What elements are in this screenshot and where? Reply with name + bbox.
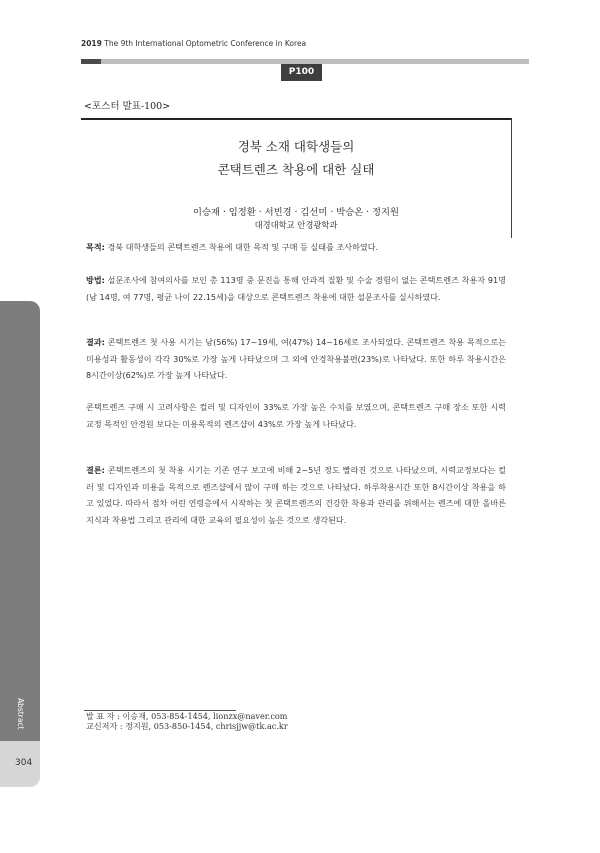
footnote-presenter: 발 표 자 : 이승재, 053-854-1454, lionzx@naver.com (86, 711, 288, 721)
title-line-2: 콘택트렌즈 착용에 대한 실태 (217, 162, 375, 177)
title-line-1: 경북 소재 대학생들의 (237, 139, 355, 154)
purpose-text: 경북 대학생들의 콘택트렌즈 착용에 대한 목적 및 구매 등 실태를 조사하였다. (104, 242, 379, 252)
page-number: 304 (15, 758, 33, 768)
purpose-paragraph (86, 239, 506, 256)
result-label: 결과: (86, 337, 105, 347)
result-paragraph (86, 334, 506, 384)
method-paragraph (86, 272, 506, 305)
conclusion-paragraph (86, 462, 506, 528)
affiliation: 대경대학교 안경광학과 (254, 220, 338, 230)
poster-number-badge: P100 (281, 64, 322, 81)
header-bar-accent (81, 59, 101, 64)
result-text: 콘택트렌즈 첫 사용 시기는 남(56%) 17~19세, 여(47%) 14~16세로 조사되었다. 콘택트렌즈 착용 목적으로는 미용성과 활동성이 각각 30%로 가장 높게 나타났으며 그 외에 안경착용불편(23%)로 나타났다. 또한 하루 착용시간은 8시간이상(62%)로 가장 높게 나타났다. (86, 337, 506, 380)
header-year: 2019 (81, 39, 102, 48)
method-text: 설문조사에 참여의사를 보인 총 113명 중 문진을 통해 안과적 질환 및 수술 경험이 없는 콘택트렌즈 착용자 91명(남 14명, 여 77명, 평균 나이 22.15세)을 대상으로 콘택트렌즈 착용에 대한 설문조사를 실시하였다. (86, 275, 506, 302)
sidebar-label: Abstract (16, 698, 25, 730)
authors: 이승재 · 임정환 · 서빈경 · 김선미 · 박승온 · 정지원 (193, 207, 399, 218)
conclusion-label: 결론: (86, 465, 105, 475)
footnote-corresponding: 교신저자 : 정지원, 053-850-1454, chrisjjw@tk.ac.kr (86, 721, 288, 731)
poster-label: <포스터 발표-100> (84, 101, 171, 112)
purpose-label: 목적: (86, 242, 105, 252)
header-conference: The 9th International Optometric Conference in Korea (104, 39, 307, 48)
method-label: 방법: (86, 275, 105, 285)
title-box (81, 118, 512, 238)
conclusion-text: 콘택트렌즈의 첫 착용 시기는 기존 연구 보고에 비해 2~5년 정도 빨라진 것으로 나타났으며, 시력교정보다는 컬러 및 디자인과 미용을 목적으로 렌즈샵에서 많이 구매 하는 것으로 나타났다. 하루착용시간 또한 8시간이상 착용을 하고 있었다. 따라서 점차 어린 연령층에서 시작하는 첫 콘택트렌즈의 건강한 착용과 관리를 위해서는 렌즈에 대한 올바른 지식과 착용법 그리고 관리에 대한 교육의 필요성이 높은 것으로 생각된다. (86, 465, 506, 525)
running-header (81, 39, 306, 48)
result-paragraph-2: 콘택트렌즈 구매 시 고려사항은 컬러 및 디자인이 33%로 가장 높은 수치를 보였으며, 콘택트렌즈 구매 장소 또한 시력교정 목적인 안경원 보다는 미용목적의 렌즈샵이 43%로 가장 높게 나타났다. (86, 402, 506, 429)
sidebar-tab (0, 301, 40, 741)
